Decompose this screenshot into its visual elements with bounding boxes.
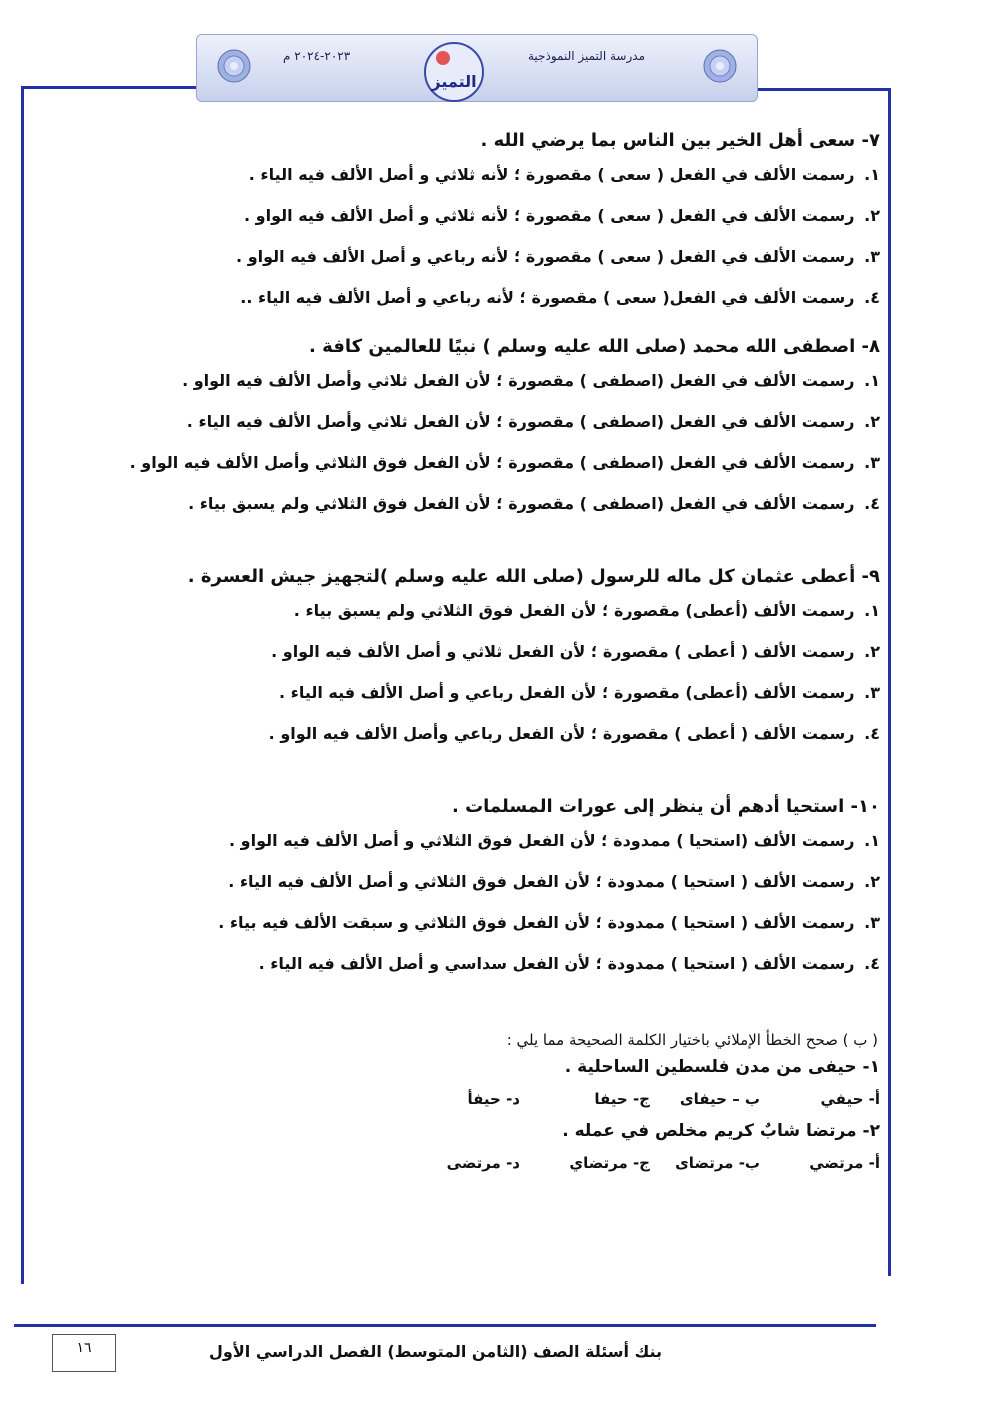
option-item [120, 401, 880, 442]
page-number: ١٦ [52, 1334, 116, 1372]
section-b [120, 1028, 880, 1180]
school-logo-icon [423, 41, 485, 103]
choice-d: د- مرتضى [446, 1154, 520, 1172]
option-number: ٣. [864, 683, 880, 702]
correction-item-title: ١- حيفى من مدن فلسطين الساحلية . [564, 1057, 880, 1077]
correction-item-title: ٢- مرتضا شابٌ كريم مخلص في عمله . [562, 1121, 880, 1141]
footer-rule [14, 1324, 876, 1327]
option-item [120, 442, 880, 483]
option-text: رسمت الألف في الفعل ( سعى ) مقصورة ؛ لأنه ثلاثي و أصل الألف فيه الواو . [244, 206, 855, 225]
question-7 [120, 128, 880, 318]
option-text: رسمت الألف في الفعل (اصطفى ) مقصورة ؛ لأن الفعل ثلاثي وأصل الألف فيه الواو . [182, 371, 855, 390]
option-text: رسمت الألف في الفعل (اصطفى ) مقصورة ؛ لأن الفعل ثلاثي وأصل الألف فيه الياء . [186, 412, 855, 431]
option-text: رسمت الألف في الفعل (اصطفى ) مقصورة ؛ لأن الفعل فوق الثلاثي ولم يسبق بياء . [188, 494, 855, 513]
choice-c: ج- مرتضاي [569, 1154, 650, 1172]
option-text: رسمت الألف (استحيا ) ممدودة ؛ لأن الفعل فوق الثلاثي و أصل الألف فيه الواو . [229, 831, 855, 850]
option-number: ٣. [864, 913, 880, 932]
logo-lettering: التميز [431, 72, 477, 91]
option-item [120, 902, 880, 943]
frame-right-line [888, 88, 891, 1276]
option-number: ٤. [864, 494, 880, 513]
frame-top-left-line [22, 86, 198, 89]
option-number: ١. [864, 831, 880, 850]
option-item [120, 195, 880, 236]
question-10 [120, 794, 880, 984]
frame-top-right-line [754, 88, 890, 91]
question-title: ٨- اصطفى الله محمد (صلى الله عليه وسلم ) نبيًا للعالمين كافة . [309, 336, 880, 357]
option-item [120, 590, 880, 631]
choice-b: ب – حيفاى [679, 1090, 760, 1108]
choice-a: أ- مرتضي [809, 1154, 880, 1172]
option-item [120, 360, 880, 401]
option-item [120, 483, 880, 524]
option-item [120, 154, 880, 195]
option-number: ٣. [864, 453, 880, 472]
option-number: ٤. [864, 954, 880, 973]
option-text: رسمت الألف في الفعل ( سعى ) مقصورة ؛ لأنه رباعي و أصل الألف فيه الواو . [236, 247, 855, 266]
choice-b: ب- مرتضاى [675, 1154, 760, 1172]
option-number: ٢. [864, 206, 880, 225]
rose-icon [697, 43, 743, 89]
option-number: ٤. [864, 288, 880, 307]
question-title: ٩- أعطى عثمان كل ماله للرسول (صلى الله عليه وسلم )لتجهيز جيش العسرة . [187, 566, 880, 587]
option-item [120, 631, 880, 672]
option-number: ٢. [864, 642, 880, 661]
choices-row [120, 1146, 880, 1180]
choices-row [120, 1082, 880, 1116]
option-item [120, 861, 880, 902]
question-title: ٧- سعى أهل الخير بين الناس بما يرضي الله . [480, 130, 880, 151]
questions-content [120, 128, 880, 1180]
option-text: رسمت الألف في الفعل ( سعى ) مقصورة ؛ لأنه ثلاثي و أصل الألف فيه الياء . [248, 165, 855, 184]
option-text: رسمت الألف ( أعطى ) مقصورة ؛ لأن الفعل رباعي وأصل الألف فيه الواو . [268, 724, 855, 743]
option-text: رسمت الألف (أعطى) مقصورة ؛ لأن الفعل فوق الثلاثي ولم يسبق بياء . [293, 601, 855, 620]
option-text: رسمت الألف ( استحيا ) ممدودة ؛ لأن الفعل سداسي و أصل الألف فيه الياء . [258, 954, 855, 973]
option-text: رسمت الألف (أعطى) مقصورة ؛ لأن الفعل رباعي و أصل الألف فيه الياء . [278, 683, 855, 702]
section-b-title: ( ب ) صحح الخطأ الإملائي باختيار الكلمة الصحيحة مما يلي : [506, 1031, 878, 1049]
option-text: رسمت الألف ( استحيا ) ممدودة ؛ لأن الفعل فوق الثلاثي و سبقت الألف فيه بياء . [218, 913, 855, 932]
option-item [120, 713, 880, 754]
option-number: ٢. [864, 412, 880, 431]
option-number: ١. [864, 165, 880, 184]
choice-c: ج- حيفا [594, 1090, 650, 1108]
option-number: ١. [864, 371, 880, 390]
option-text: رسمت الألف في الفعل (اصطفى ) مقصورة ؛ لأن الفعل فوق الثلاثي وأصل الألف فيه الواو . [129, 453, 855, 472]
option-item [120, 277, 880, 318]
option-number: ٢. [864, 872, 880, 891]
option-item [120, 943, 880, 984]
option-text: رسمت الألف ( أعطى ) مقصورة ؛ لأن الفعل ثلاثي و أصل الألف فيه الواو . [271, 642, 855, 661]
option-item [120, 672, 880, 713]
option-number: ١. [864, 601, 880, 620]
question-9 [120, 564, 880, 754]
rose-icon [211, 43, 257, 89]
frame-left-line [21, 86, 24, 1284]
choice-d: د- حيفأ [467, 1090, 520, 1108]
choice-a: أ- حيفي [820, 1090, 880, 1108]
question-title: ١٠- استحيا أدهم أن ينظر إلى عورات المسلمات . [451, 796, 880, 817]
option-item [120, 820, 880, 861]
option-number: ٣. [864, 247, 880, 266]
question-8 [120, 334, 880, 524]
school-year: ٢٠٢٣-٢٠٢٤ م [283, 49, 351, 63]
option-text: رسمت الألف ( استحيا ) ممدودة ؛ لأن الفعل فوق الثلاثي و أصل الألف فيه الياء . [228, 872, 855, 891]
option-text: رسمت الألف في الفعل( سعى ) مقصورة ؛ لأنه رباعي و أصل الألف فيه الياء .. [240, 288, 855, 307]
header-banner [196, 34, 758, 102]
school-name: مدرسة التميز النموذجية [528, 49, 645, 63]
option-item [120, 236, 880, 277]
footer-title: بنك أسئلة الصف (الثامن المتوسط) الفصل الدراسي الأول [209, 1342, 662, 1361]
option-number: ٤. [864, 724, 880, 743]
